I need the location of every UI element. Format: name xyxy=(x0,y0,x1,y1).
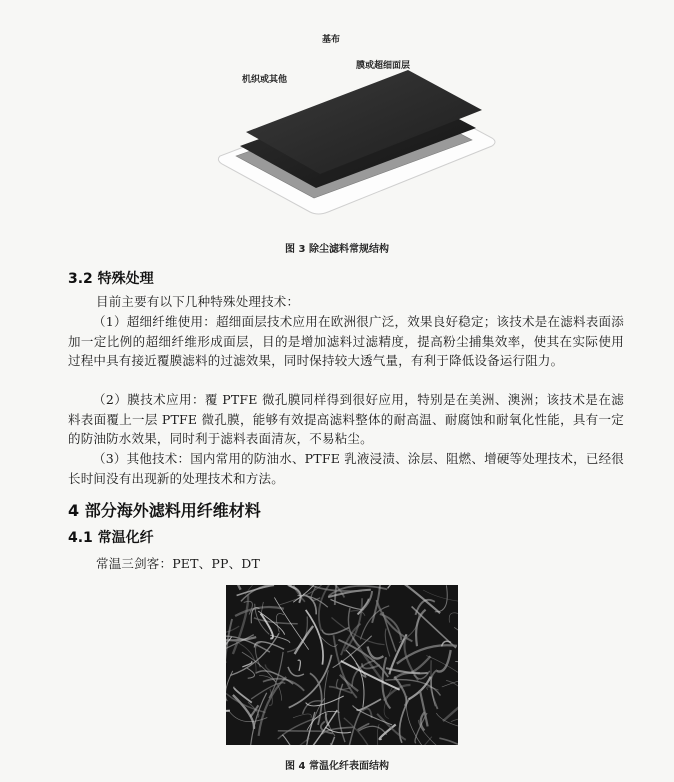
item-ultrafine-fiber: （1）超细纤维使用：超细面层技术应用在欧洲很广泛，效果良好稳定；该技术是在滤料表面添加一定比例的超细纤维形成面层，目的是增加滤料过滤精度，提高粉尘捕集效率，使其在实际使用过程中具有接近覆膜滤料的过滤效果，同时保持较大透气量，有利于降低设备运行阻力。 xyxy=(68,314,624,369)
figure-4-caption: 图 4 常温化纤表面结构 xyxy=(285,761,389,772)
item-membrane-tech: （2）膜技术应用：覆 PTFE 微孔膜同样得到很好应用，特别是在美洲、澳洲；该技术是在滤料表面覆上一层 PTFE 微孔膜，能够有效提高滤料整体的耐高温、耐腐蚀和耐氧化性能，具有一定的防油防水效果，同时利于滤料表面清灰，不易粘尘。 xyxy=(68,392,624,447)
figure-3-caption: 图 3 除尘滤料常规结构 xyxy=(285,244,389,255)
label-woven-layer: 机织或其他 xyxy=(242,75,288,85)
layer-diagram-graphic xyxy=(200,28,510,228)
label-base-cloth: 基布 xyxy=(322,35,341,45)
section-4-1-text: 常温三剑客：PET、PP、DT xyxy=(96,556,261,571)
section-3-2-heading: 3.2 特殊处理 xyxy=(68,271,154,287)
item-other-tech: （3）其他技术：国内常用的防油水、PTFE 乳液浸渍、涂层、阻燃、增硬等处理技术，已经很长时间没有出现新的处理技术和方法。 xyxy=(68,451,624,486)
section-4-1-heading: 4.1 常温化纤 xyxy=(68,530,154,546)
label-membrane-layer: 膜或超细面层 xyxy=(356,61,411,71)
figure-4-micrograph xyxy=(226,585,458,745)
fiber-micrograph-graphic xyxy=(226,585,458,745)
section-3-2-intro: 目前主要有以下几种特殊处理技术： xyxy=(96,294,300,309)
figure-3-layer-diagram xyxy=(200,28,510,228)
section-4-heading: 4 部分海外滤料用纤维材料 xyxy=(68,501,261,520)
